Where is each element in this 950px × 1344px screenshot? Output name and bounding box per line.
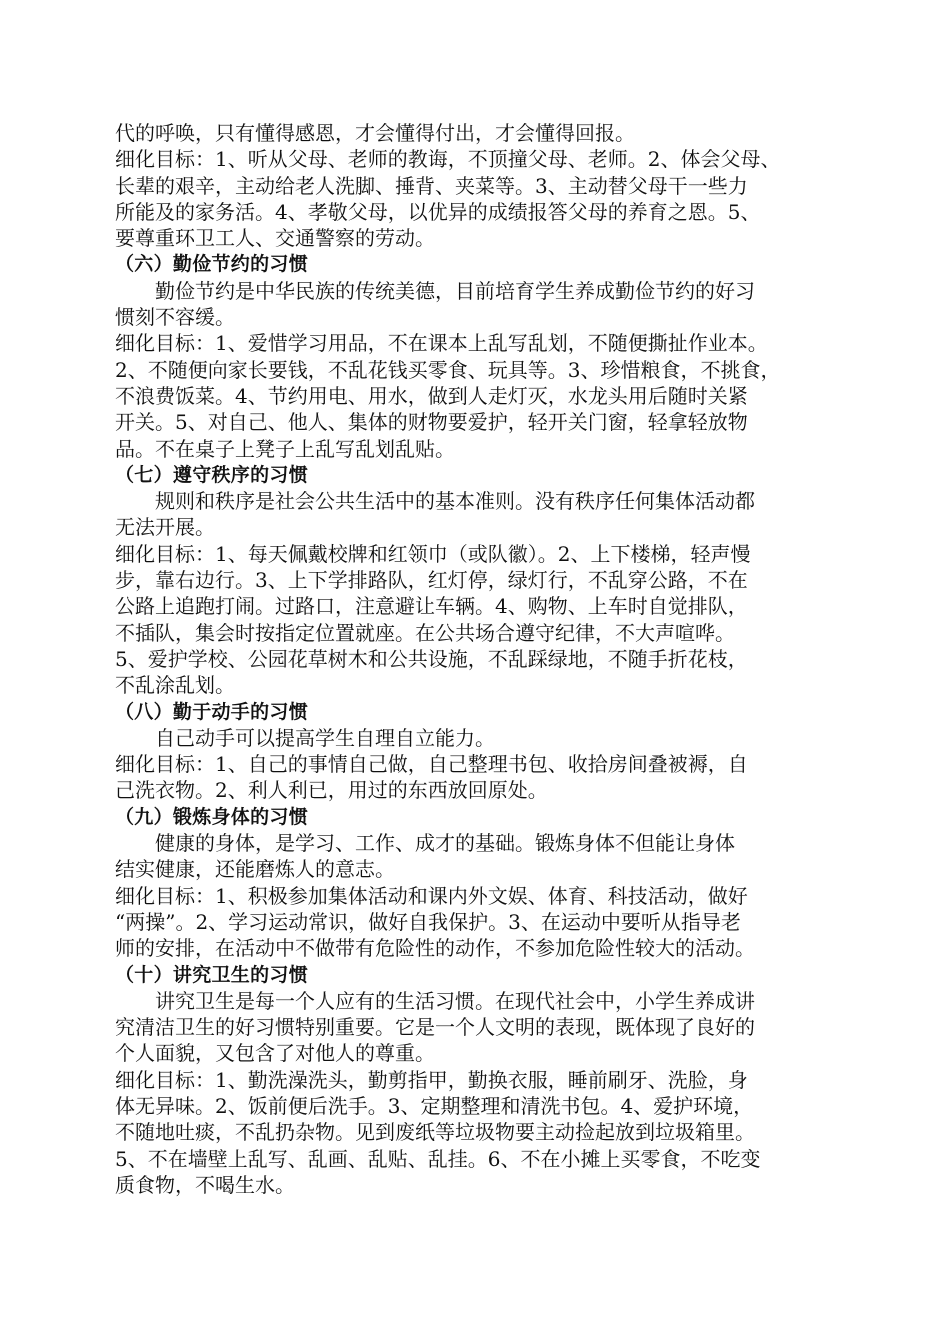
intro-text-line: 勤俭节约是中华民族的传统美德，目前培育学生养成勤俭节约的好习 — [155, 278, 755, 303]
intro-text-line: 无法开展。 — [115, 515, 215, 540]
intro-text-line: 讲究卫生是每一个人应有的生活习惯。在现代社会中，小学生养成讲 — [155, 988, 755, 1013]
goal-text-line: 己洗衣物。2、利人利已，用过的东西放回原处。 — [115, 778, 548, 803]
goal-text-line: “两操”。2、学习运动常识，做好自我保护。3、在运动中要听从指导老 — [115, 909, 741, 934]
section-heading-8: （八）勤于动手的习惯 — [115, 700, 309, 723]
goal-text-line: 公路上追跑打闹。过路口，注意避让车辆。4、购物、上车时自觉排队， — [115, 594, 748, 619]
goal-text-line: 5、不在墙壁上乱写、乱画、乱贴、乱挂。6、不在小摊上买零食，不吃变 — [115, 1146, 761, 1171]
intro-text-line: 惯刻不容缓。 — [115, 305, 235, 330]
body-text-line: 代的呼唤，只有懂得感恩，才会懂得付出，才会懂得回报。 — [115, 121, 635, 145]
intro-text-line: 结实健康，还能磨炼人的意志。 — [115, 857, 395, 882]
goal-text-line: 5、爱护学校、公园花草树木和公共设施，不乱踩绿地，不随手折花枝， — [115, 646, 748, 671]
goal-text-line: 细化目标：1、每天佩戴校牌和红领巾（或队徽）。2、上下楼梯，轻声慢 — [115, 541, 751, 566]
goal-text-line: 细化目标：1、积极参加集体活动和课内外文娱、体育、科技活动，做好 — [115, 883, 748, 908]
goal-text-line: 所能及的家务活。4、孝敬父母，以优异的成绩报答父母的养育之恩。5、 — [115, 199, 761, 224]
section-heading-10: （十）讲究卫生的习惯 — [115, 963, 309, 986]
goal-text-line: 不插队，集会时按指定位置就座。在公共场合遵守纪律，不大声喧哗。 — [115, 620, 735, 645]
goal-text-line: 细化目标：1、爱惜学习用品，不在课本上乱写乱划，不随便撕扯作业本。 — [115, 331, 768, 356]
goal-text-line: 细化目标：1、自己的事情自己做，自己整理书包、收拾房间叠被褥，自 — [115, 752, 748, 777]
intro-text-line: 规则和秩序是社会公共生活中的基本准则。没有秩序任何集体活动都 — [155, 489, 755, 514]
intro-text-line: 自己动手可以提高学生自理自立能力。 — [155, 725, 495, 750]
goal-text-line: 体无异味。2、饭前便后洗手。3、定期整理和清洗书包。4、爱护环境， — [115, 1093, 754, 1118]
intro-text-line: 健康的身体，是学习、工作、成才的基础。锻炼身体不但能让身体 — [155, 831, 735, 856]
goal-text-line: 长辈的艰辛，主动给老人洗脚、捶背、夹菜等。3、主动替父母干一些力 — [115, 173, 748, 198]
document-page — [115, 120, 855, 1198]
goal-text-line: 细化目标：1、听从父母、老师的教诲，不顶撞父母、老师。2、体会父母、 — [115, 147, 781, 172]
section-heading-6: （六）勤俭节约的习惯 — [115, 253, 309, 276]
goal-text-line: 不随地吐痰，不乱扔杂物。见到废纸等垃圾物要主动捡起放到垃圾箱里。 — [115, 1120, 755, 1145]
goal-text-line: 师的安排，在活动中不做带有危险性的动作，不参加危险性较大的活动。 — [115, 936, 755, 961]
goal-text-line: 细化目标：1、勤洗澡洗头，勤剪指甲，勤换衣服，睡前刷牙、洗脸，身 — [115, 1067, 748, 1092]
goal-text-line: 品。不在桌子上凳子上乱写乱划乱贴。 — [115, 436, 455, 461]
goal-text-line: 步，靠右边行。3、上下学排路队，红灯停，绿灯行，不乱穿公路，不在 — [115, 568, 748, 593]
goal-text-line: 不乱涂乱划。 — [115, 673, 235, 698]
intro-text-line: 究清洁卫生的好习惯特别重要。它是一个人文明的表现，既体现了良好的 — [115, 1015, 755, 1040]
section-heading-9: （九）锻炼身体的习惯 — [115, 805, 309, 828]
goal-text-line: 开关。5、对自己、他人、集体的财物要爱护，轻开关门窗，轻拿轻放物 — [115, 410, 748, 435]
section-heading-7: （七）遵守秩序的习惯 — [115, 463, 309, 486]
goal-text-line: 2、不随便向家长要钱，不乱花钱买零食、玩具等。3、珍惜粮食，不挑食， — [115, 357, 781, 382]
intro-text-line: 个人面貌，又包含了对他人的尊重。 — [115, 1041, 435, 1066]
goal-text-line: 质食物，不喝生水。 — [115, 1172, 295, 1197]
goal-text-line: 要尊重环卫工人、交通警察的劳动。 — [115, 226, 435, 251]
goal-text-line: 不浪费饭菜。4、节约用电、用水，做到人走灯灭，水龙头用后随时关紧 — [115, 383, 748, 408]
